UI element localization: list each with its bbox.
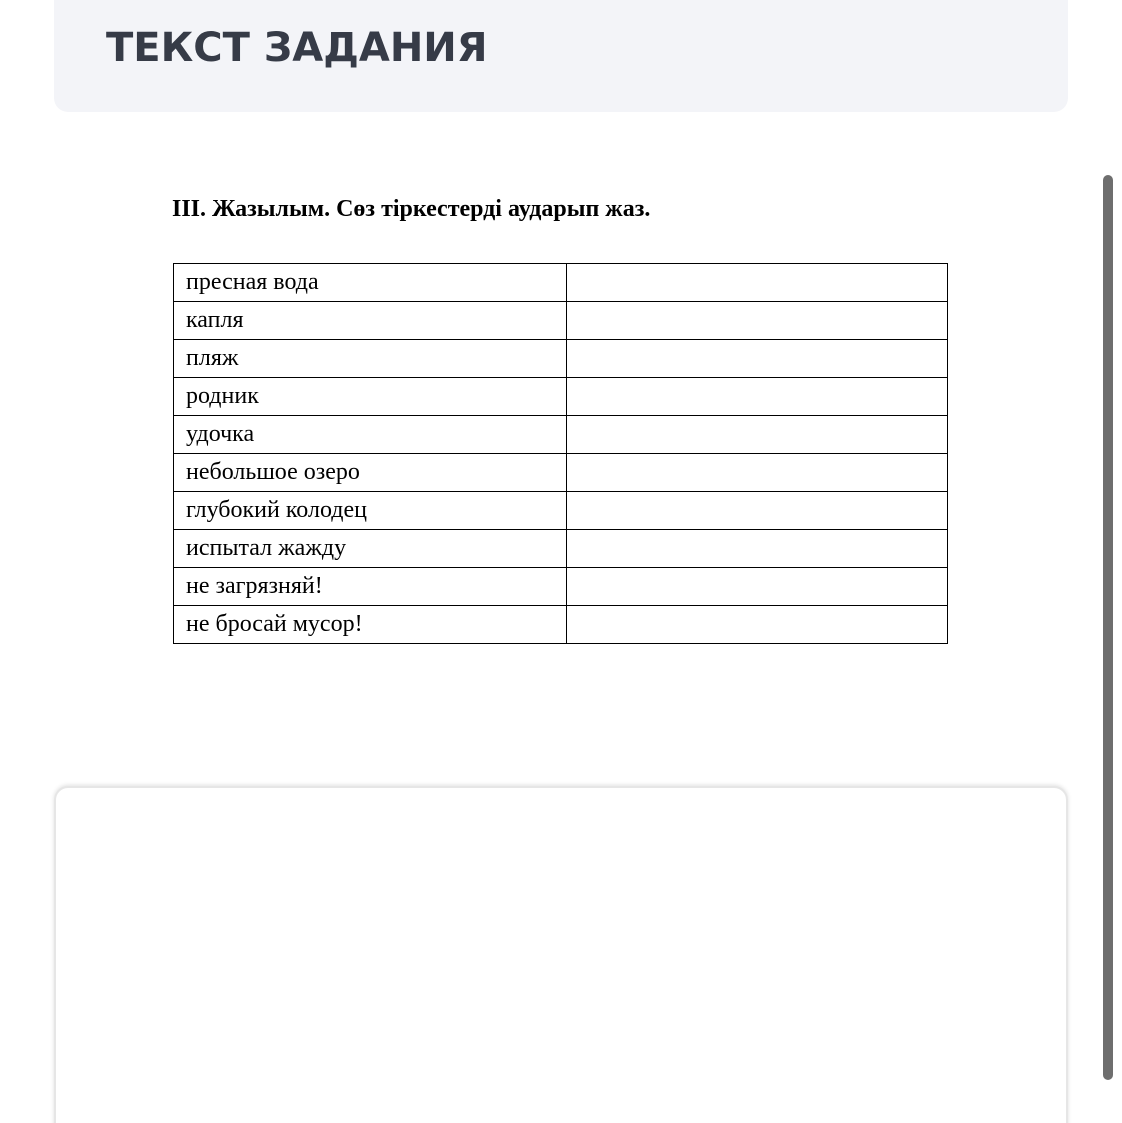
answer-cell [567, 340, 948, 378]
table-row [174, 378, 948, 416]
table-row [174, 454, 948, 492]
table-row [174, 416, 948, 454]
answer-cell [567, 264, 948, 302]
answer-cell [567, 492, 948, 530]
answer-cell [567, 378, 948, 416]
answer-card [54, 786, 1068, 1123]
table-row [174, 340, 948, 378]
word-cell: испытал жажду [174, 530, 567, 568]
task-header-card [54, 0, 1068, 112]
translation-table [173, 263, 948, 644]
answer-cell [567, 454, 948, 492]
table-row [174, 492, 948, 530]
table-row [174, 302, 948, 340]
word-cell: родник [174, 378, 567, 416]
answer-cell [567, 416, 948, 454]
task-image [172, 190, 952, 650]
word-cell: капля [174, 302, 567, 340]
answer-cell [567, 606, 948, 644]
vertical-scrollbar[interactable] [1103, 175, 1113, 1080]
page-title: ТЕКСТ ЗАДАНИЯ [106, 25, 488, 71]
table-row [174, 264, 948, 302]
table-row [174, 530, 948, 568]
word-cell: удочка [174, 416, 567, 454]
word-cell: пляж [174, 340, 567, 378]
word-cell: небольшое озеро [174, 454, 567, 492]
task-heading: ІІІ. Жазылым. Сөз тіркестерді аударып жаз. [172, 196, 651, 222]
answer-cell [567, 530, 948, 568]
table-row [174, 606, 948, 644]
word-cell: не бросай мусор! [174, 606, 567, 644]
word-cell: не загрязняй! [174, 568, 567, 606]
word-cell: пресная вода [174, 264, 567, 302]
answer-cell [567, 302, 948, 340]
table-row [174, 568, 948, 606]
word-cell: глубокий колодец [174, 492, 567, 530]
answer-cell [567, 568, 948, 606]
